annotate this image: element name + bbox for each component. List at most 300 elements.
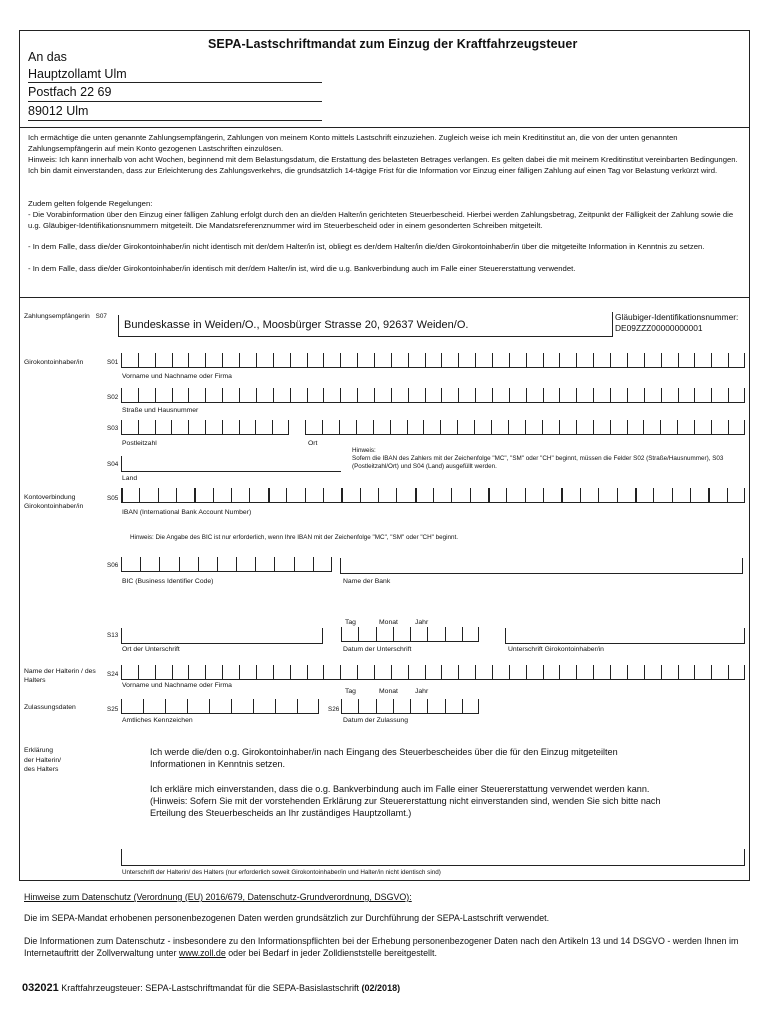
box-divider: [744, 420, 745, 434]
box-divider: [506, 488, 507, 502]
footer: [22, 982, 400, 994]
creditor-id-value: DE09ZZZ00000000001: [615, 323, 703, 333]
section-divider: [19, 127, 750, 128]
intro-rule-3: - In dem Falle, dass die/der Girokontoinhaber/in identisch mit der/dem Halter/in ist, wird die u.g. Bankverbindung auch im Falle einer Steuererstattung verwendet.: [28, 264, 576, 273]
box-divider: [393, 699, 394, 713]
box-divider: [744, 353, 745, 367]
box-divider: [331, 557, 332, 571]
sig-place-sub-label: Ort der Unterschrift: [122, 646, 180, 653]
box-divider: [268, 488, 270, 502]
box-divider: [374, 665, 375, 679]
box-divider: [462, 699, 463, 713]
box-divider: [478, 627, 479, 641]
box-divider: [217, 557, 218, 571]
payee-label: [24, 313, 107, 322]
box-divider: [470, 488, 471, 502]
form-description: Kraftfahrzeugsteuer: SEPA-Lastschriftmandat für die SEPA-Basislastschrift: [61, 983, 360, 993]
holder-name-input[interactable]: [121, 666, 745, 680]
s04-sub-label: Land: [122, 475, 138, 482]
box-divider: [744, 488, 745, 502]
box-divider: [407, 420, 408, 434]
bank-name-input[interactable]: [340, 558, 743, 574]
box-divider: [307, 665, 308, 679]
box-divider: [374, 388, 375, 402]
box-divider: [275, 699, 276, 713]
box-divider: [121, 557, 122, 571]
box-divider: [408, 388, 409, 402]
box-divider: [231, 699, 232, 713]
box-divider: [339, 420, 340, 434]
bank-label: Kontoverbindung Girokontoinhaber/in: [24, 494, 84, 510]
box-divider: [297, 699, 298, 713]
box-divider: [155, 665, 156, 679]
s24-sub-label: Vorname und Nachname oder Firma: [122, 682, 232, 689]
box-divider: [187, 699, 188, 713]
box-divider: [728, 388, 729, 402]
box-divider: [155, 353, 156, 367]
box-divider: [526, 388, 527, 402]
box-divider: [559, 353, 560, 367]
box-divider: [376, 699, 377, 713]
box-divider: [610, 420, 611, 434]
box-divider: [140, 557, 141, 571]
box-divider: [121, 420, 122, 434]
box-divider: [728, 420, 729, 434]
box-divider: [425, 388, 426, 402]
box-divider: [509, 388, 510, 402]
box-divider: [643, 420, 644, 434]
box-divider: [358, 627, 359, 641]
creditor-id-label: Gläubiger-Identifikationsnummer:: [615, 312, 739, 322]
box-divider: [121, 353, 122, 367]
box-divider: [678, 353, 679, 367]
box-divider: [179, 557, 180, 571]
box-divider: [593, 420, 594, 434]
reg-year-label: Jahr: [415, 688, 429, 695]
box-divider: [610, 665, 611, 679]
box-divider: [253, 699, 254, 713]
s26-code: S26: [328, 706, 340, 713]
box-divider: [188, 388, 189, 402]
intro-paragraph-2: Hinweis: Ich kann innerhalb von acht Wochen, beginnend mit dem Belastungsdatum, die Erstattung des belasteten Betrages verlangen. Es gelten dabei die mit meinem Kreditinstitut vereinbarten Bedingungen. Ich bin damit einverstanden, dass zur Erleichterung des Zahlungsverkehrs, die grundsätzlich 14-tägige Frist für die Information vor Einzug einer fälligen Zahlung auf einen Tag vor Belastung verkürzt wird.: [28, 155, 738, 175]
box-divider: [360, 488, 361, 502]
box-divider: [427, 699, 428, 713]
box-divider: [410, 627, 411, 641]
declaration-label: Erklärung der Halterin/ des Halters: [24, 747, 62, 773]
box-divider: [458, 353, 459, 367]
sig-date-sub-label: Datum der Unterschrift: [343, 646, 412, 653]
registration-date-input[interactable]: [341, 700, 479, 714]
box-divider: [690, 488, 691, 502]
intro-paragraph-1: Ich ermächtige die unten genannte Zahlungsempfängerin, Zahlungen von meinem Konto mittels Lastschrift einzuziehen. Zugleich weise ich mein Kreditinstitut an, die von der unten genannten Zahlungsempfängerin auf mein Konto gezogenen Lastschriften einzulösen.: [28, 133, 678, 153]
name-input[interactable]: [121, 354, 745, 368]
box-divider: [610, 388, 611, 402]
box-divider: [694, 353, 695, 367]
box-divider: [341, 627, 342, 641]
registration-label: Zulassungsdaten: [24, 704, 76, 711]
box-divider: [475, 353, 476, 367]
s13-code: S13: [107, 632, 119, 639]
box-divider: [627, 420, 628, 434]
box-divider: [711, 420, 712, 434]
box-divider: [561, 488, 563, 502]
box-divider: [143, 699, 144, 713]
form-number: 032021: [22, 982, 59, 994]
box-divider: [357, 388, 358, 402]
box-divider: [617, 488, 618, 502]
s05-sub-label: IBAN (International Bank Account Number): [122, 509, 252, 516]
box-divider: [171, 420, 172, 434]
box-divider: [341, 488, 343, 502]
box-divider: [205, 388, 206, 402]
box-divider: [231, 488, 232, 502]
box-divider: [576, 353, 577, 367]
s01-code: S01: [107, 359, 119, 366]
box-divider: [205, 665, 206, 679]
sig-sub-label: Unterschrift Girokontoinhaber/in: [508, 646, 604, 653]
box-divider: [441, 388, 442, 402]
box-divider: [711, 665, 712, 679]
intro-rules-heading: Zudem gelten folgende Regelungen:: [28, 199, 153, 208]
box-divider: [711, 388, 712, 402]
box-divider: [678, 388, 679, 402]
box-divider: [286, 488, 287, 502]
privacy-paragraph-2: [24, 936, 754, 959]
box-divider: [635, 488, 637, 502]
box-divider: [410, 699, 411, 713]
intro-rule-1: - Die Vorabinformation über den Einzug einer fälligen Zahlung erfolgt durch den an die/den Halter/in gerichteten Steuerbescheid. Hierbei werden Zahlungsbetrag, Zeitpunkt der Fälligkeit der Zahlung sowie die u.g. Gläubiger-Identifikationsnummern mitgeteilt. Die Mandatsreferenznummer wird im Steuerbescheid oder in einem gesonderten Schreiben mitgeteilt.: [28, 210, 734, 230]
box-divider: [256, 353, 257, 367]
box-divider: [526, 353, 527, 367]
box-divider: [445, 627, 446, 641]
address-line-4: 89012 Ulm: [28, 104, 89, 118]
box-divider: [205, 420, 206, 434]
address-line-1: An das: [28, 50, 67, 64]
s26-sub-label: Datum der Zulassung: [343, 717, 408, 724]
box-divider: [441, 353, 442, 367]
box-divider: [322, 420, 323, 434]
box-divider: [488, 488, 490, 502]
box-divider: [121, 388, 122, 402]
box-divider: [273, 665, 274, 679]
box-divider: [236, 557, 237, 571]
box-divider: [727, 488, 728, 502]
box-divider: [653, 488, 654, 502]
box-divider: [644, 388, 645, 402]
privacy-heading: Hinweise zum Datenschutz (Verordnung (EU) 2016/679, Datenschutz-Grundverordnung, DSGVO):: [24, 892, 412, 902]
box-divider: [255, 420, 256, 434]
box-divider: [313, 557, 314, 571]
address-rule: [28, 120, 322, 121]
box-divider: [661, 388, 662, 402]
box-divider: [274, 557, 275, 571]
box-divider: [391, 665, 392, 679]
box-divider: [593, 388, 594, 402]
box-divider: [341, 699, 342, 713]
address-rule: [28, 101, 322, 102]
box-divider: [138, 353, 139, 367]
box-divider: [323, 353, 324, 367]
box-divider: [462, 627, 463, 641]
section-divider: [19, 297, 750, 298]
box-divider: [188, 353, 189, 367]
signature-date-input[interactable]: [341, 628, 479, 642]
box-divider: [627, 388, 628, 402]
box-divider: [374, 353, 375, 367]
box-divider: [239, 665, 240, 679]
box-divider: [543, 353, 544, 367]
box-divider: [451, 488, 452, 502]
s25-code: S25: [107, 706, 119, 713]
city-input[interactable]: [305, 421, 745, 435]
s02-sub-label: Straße und Hausnummer: [122, 407, 199, 414]
intro-rule-2: - In dem Falle, dass die/der Girokontoinhaber/in nicht identisch mit der/dem Halter/in ist, obliegt es der/dem Halter/in die/den Girokontoinhaber/in über die mitgeteilte Information in Kenntnis zu setzen.: [28, 242, 705, 251]
box-divider: [415, 488, 417, 502]
s03-city-sub-label: Ort: [308, 440, 318, 447]
box-divider: [627, 665, 628, 679]
privacy-text-a: Die Informationen zum Datenschutz - insbesondere zu den Informationspflichten bei der Erhebung personenbezogener Daten nach den Artikeln 13 und 14 DSGVO - werden Ihnen im Internetauftritt der Zollverwaltung unter: [24, 936, 739, 958]
box-divider: [139, 488, 140, 502]
street-input[interactable]: [121, 389, 745, 403]
box-divider: [744, 665, 745, 679]
box-divider: [391, 353, 392, 367]
payee-code: S07: [95, 313, 107, 320]
box-divider: [396, 488, 397, 502]
box-divider: [526, 665, 527, 679]
box-divider: [272, 420, 273, 434]
country-input[interactable]: [121, 456, 341, 472]
box-divider: [305, 488, 306, 502]
bic-input[interactable]: [121, 558, 332, 572]
sig-day-label: Tag: [345, 619, 356, 626]
box-divider: [598, 488, 599, 502]
box-divider: [661, 353, 662, 367]
s25-sub-label: Amtliches Kennzeichen: [122, 717, 193, 724]
box-divider: [694, 420, 695, 434]
box-divider: [138, 420, 139, 434]
box-divider: [205, 353, 206, 367]
box-divider: [509, 665, 510, 679]
box-divider: [358, 699, 359, 713]
box-divider: [576, 665, 577, 679]
box-divider: [559, 388, 560, 402]
account-holder-signature[interactable]: [505, 628, 745, 644]
s06-code: S06: [107, 562, 119, 569]
privacy-paragraph-1: Die im SEPA-Mandat erhobenen personenbezogenen Daten werden grundsätzlich zur Durchführung der SEPA-Lastschrift verwendet.: [24, 913, 550, 923]
payee-value: Bundeskasse in Weiden/O., Moosbürger Strasse 20, 92637 Weiden/O.: [124, 319, 469, 331]
box-divider: [121, 665, 122, 679]
box-divider: [138, 388, 139, 402]
box-divider: [194, 488, 196, 502]
box-divider: [711, 353, 712, 367]
box-divider: [155, 420, 156, 434]
s06-bic-sub-label: BIC (Business Identifier Code): [122, 578, 214, 585]
box-divider: [427, 627, 428, 641]
box-divider: [340, 665, 341, 679]
box-divider: [323, 488, 324, 502]
box-divider: [239, 353, 240, 367]
box-divider: [408, 665, 409, 679]
country-hint: Hinweis: Sofern die IBAN des Zahlers mit der Zeichenfolge "MC", "SM" oder "CH" beginnt, müssen die Felder S02 (Straße/Hausnummer), S03 (Postleitzahl/Ort) und S04 (Land) ausgefüllt werden.: [352, 447, 724, 470]
box-divider: [441, 665, 442, 679]
box-divider: [159, 557, 160, 571]
form-title: SEPA-Lastschriftmandat zum Einzug der Kraftfahrzeugsteuer: [208, 37, 578, 51]
box-divider: [525, 488, 526, 502]
box-divider: [423, 420, 424, 434]
form-version: (02/2018): [361, 983, 401, 993]
box-divider: [340, 353, 341, 367]
sig-month-label: Monat: [379, 619, 398, 626]
box-divider: [158, 488, 159, 502]
box-divider: [213, 488, 214, 502]
box-divider: [458, 665, 459, 679]
box-divider: [255, 557, 256, 571]
box-divider: [728, 353, 729, 367]
box-divider: [239, 388, 240, 402]
s03-zip-sub-label: Postleitzahl: [122, 440, 157, 447]
box-divider: [209, 699, 210, 713]
zip-input[interactable]: [121, 421, 289, 435]
box-divider: [492, 388, 493, 402]
box-divider: [744, 388, 745, 402]
address-line-3: Postfach 22 69: [28, 85, 112, 99]
box-divider: [294, 557, 295, 571]
box-divider: [543, 488, 544, 502]
box-divider: [290, 353, 291, 367]
box-divider: [672, 488, 673, 502]
box-divider: [627, 353, 628, 367]
box-divider: [121, 488, 123, 502]
box-divider: [357, 665, 358, 679]
box-divider: [661, 665, 662, 679]
box-divider: [305, 420, 306, 434]
box-divider: [273, 353, 274, 367]
box-divider: [172, 388, 173, 402]
box-divider: [508, 420, 509, 434]
box-divider: [559, 665, 560, 679]
holder-signature[interactable]: [121, 849, 745, 866]
box-divider: [543, 388, 544, 402]
box-divider: [474, 420, 475, 434]
box-divider: [373, 420, 374, 434]
box-divider: [644, 353, 645, 367]
box-divider: [478, 699, 479, 713]
reg-day-label: Tag: [345, 688, 356, 695]
box-divider: [376, 627, 377, 641]
box-divider: [457, 420, 458, 434]
declaration-paragraph-2: Ich erkläre mich einverstanden, dass die o.g. Bankverbindung auch im Falle einer Steuererstattung verwendet werden kann. (Hinweis: Sofern Sie mit der vorstehenden Erklärung zur Steuererstattung nicht einverstanden sind, wenden Sie sich bitte nach Erteilung des Steuerbescheids an Ihr zuständiges Hauptzollamt.): [150, 784, 661, 819]
box-divider: [222, 665, 223, 679]
box-divider: [390, 420, 391, 434]
box-divider: [559, 420, 560, 434]
box-divider: [542, 420, 543, 434]
box-divider: [176, 488, 177, 502]
box-divider: [440, 420, 441, 434]
s01-sub-label: Vorname und Nachname oder Firma: [122, 373, 232, 380]
box-divider: [391, 388, 392, 402]
box-divider: [222, 388, 223, 402]
box-divider: [172, 353, 173, 367]
box-divider: [307, 388, 308, 402]
box-divider: [475, 665, 476, 679]
box-divider: [610, 353, 611, 367]
box-divider: [121, 699, 122, 713]
box-divider: [188, 420, 189, 434]
iban-input[interactable]: [121, 489, 745, 503]
box-divider: [525, 420, 526, 434]
privacy-text-b: oder bei Bedarf in jeder Zolldienststelle bereitgestellt.: [225, 947, 437, 958]
box-divider: [256, 388, 257, 402]
box-divider: [155, 388, 156, 402]
sig-year-label: Jahr: [415, 619, 429, 626]
box-divider: [593, 665, 594, 679]
box-divider: [425, 665, 426, 679]
box-divider: [492, 353, 493, 367]
box-divider: [172, 665, 173, 679]
box-divider: [323, 665, 324, 679]
box-divider: [728, 665, 729, 679]
box-divider: [509, 353, 510, 367]
box-divider: [393, 627, 394, 641]
s05-code: S05: [107, 495, 119, 502]
plate-input[interactable]: [121, 700, 319, 714]
box-divider: [694, 388, 695, 402]
declaration-paragraph-1: Ich werde die/den o.g. Girokontoinhaber/in nach Eingang des Steuerbescheides über die für den Einzug mitgeteilten Informationen in Kenntnis setzen.: [150, 747, 618, 770]
s02-code: S02: [107, 394, 119, 401]
box-divider: [356, 420, 357, 434]
box-divider: [660, 420, 661, 434]
zoll-link[interactable]: www.zoll.de: [178, 947, 226, 958]
holder-label: Name der Halterin / des Halters: [24, 668, 96, 684]
box-divider: [593, 353, 594, 367]
address-line-2: Hauptzollamt Ulm: [28, 67, 127, 81]
box-divider: [256, 665, 257, 679]
box-divider: [408, 353, 409, 367]
box-divider: [340, 388, 341, 402]
box-divider: [318, 699, 319, 713]
address-rule: [28, 82, 322, 83]
box-divider: [445, 699, 446, 713]
box-divider: [138, 665, 139, 679]
box-divider: [249, 488, 250, 502]
box-divider: [307, 353, 308, 367]
box-divider: [288, 420, 289, 434]
box-divider: [357, 353, 358, 367]
box-divider: [678, 665, 679, 679]
reg-month-label: Monat: [379, 688, 398, 695]
s03-code: S03: [107, 425, 119, 432]
s04-code: S04: [107, 461, 119, 468]
signature-place-input[interactable]: [121, 628, 323, 644]
box-divider: [576, 388, 577, 402]
box-divider: [222, 353, 223, 367]
box-divider: [576, 420, 577, 434]
box-divider: [378, 488, 379, 502]
box-divider: [323, 388, 324, 402]
box-divider: [491, 420, 492, 434]
box-divider: [222, 420, 223, 434]
box-divider: [694, 665, 695, 679]
box-divider: [273, 388, 274, 402]
box-divider: [198, 557, 199, 571]
box-divider: [458, 388, 459, 402]
box-divider: [644, 665, 645, 679]
s24-code: S24: [107, 671, 119, 678]
box-divider: [708, 488, 710, 502]
box-divider: [433, 488, 434, 502]
box-divider: [475, 388, 476, 402]
box-divider: [543, 665, 544, 679]
